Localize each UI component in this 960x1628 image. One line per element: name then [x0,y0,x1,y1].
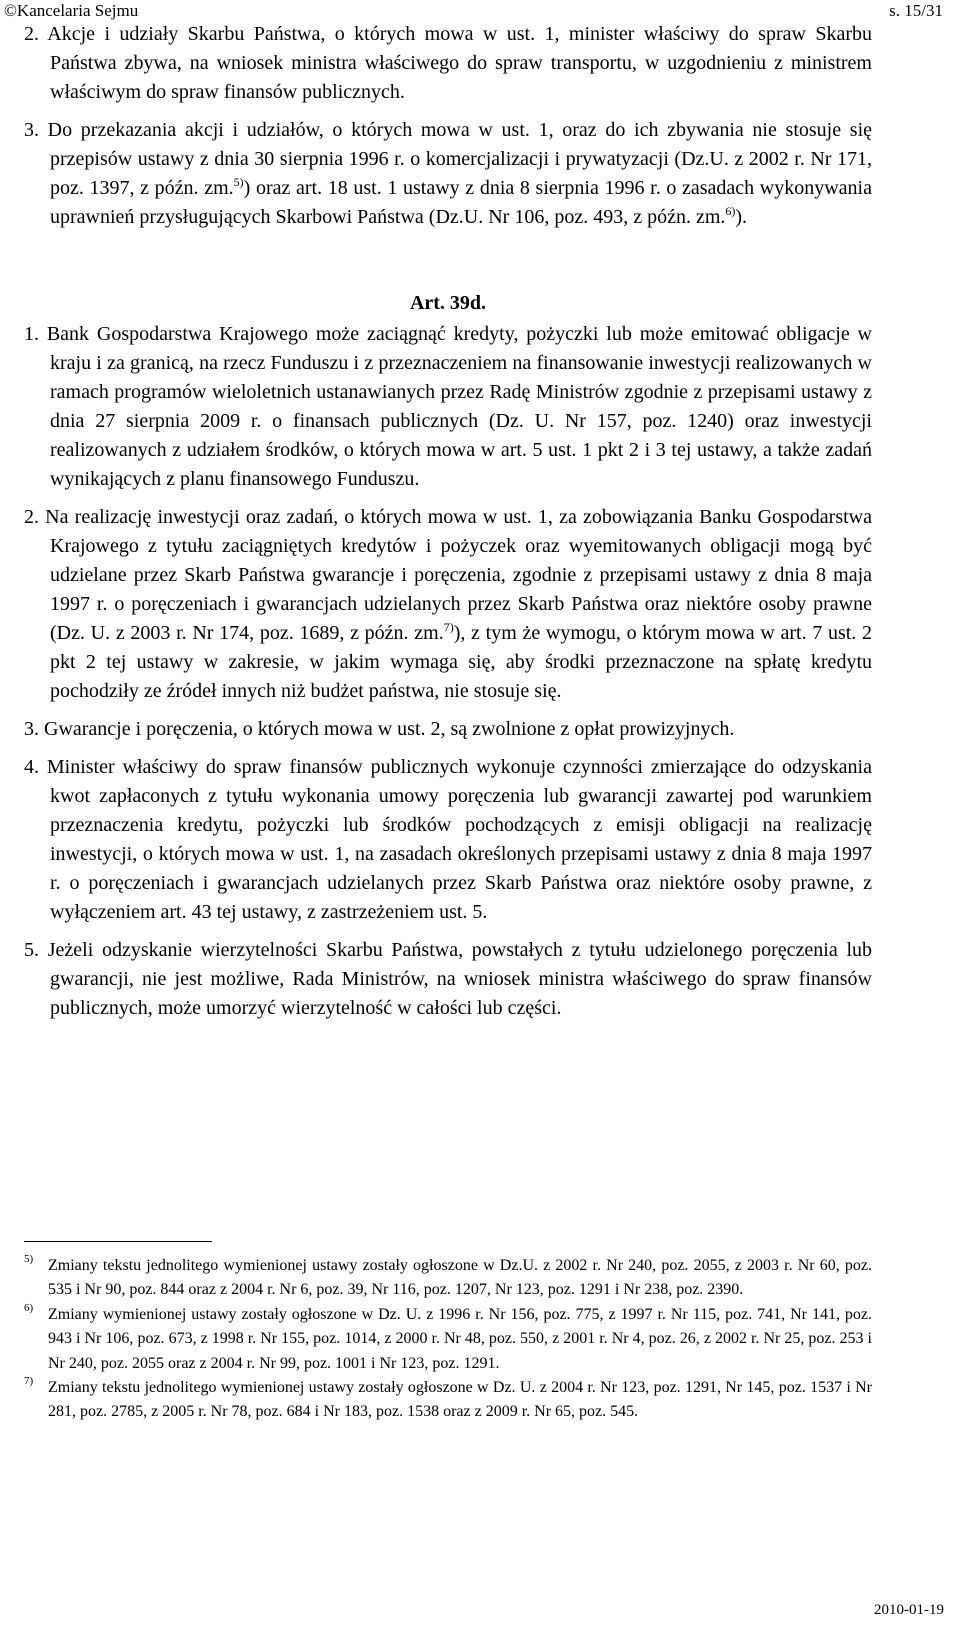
article-paragraph-5: 5. Jeżeli odzyskanie wierzytelności Skarbu Państwa, powstałych z tytułu udzielonego poręczenia lub gwarancji, nie jest możliwe, Rada Ministrów, na wniosek ministra właściwego do spraw finansów publicznych, może umorzyć wierzytelność w całości lub części. [24,939,872,1019]
page-header [0,0,960,22]
footnote-ref-5[interactable]: 5) [233,175,244,189]
article-paragraph-3: 3. Gwarancje i poręczenia, o których mowa w ust. 2, są zwolnione z opłat prowizyjnych. [24,718,735,740]
footnotes [0,1254,872,1425]
article-paragraph-4: 4. Minister właściwy do spraw finansów publicznych wykonuje czynności zmierzające do odzyskania kwot zapłaconych z tytułu wykonania umowy poręczenia lub gwarancji zawartej pod warunkiem przeznaczenia kredytu, pożyczki lub środków pochodzących z emisji obligacji na realizację inwestycji, o których mowa w ust. 1, na zasadach określonych przepisami ustawy z dnia 8 maja 1997 r. o poręczeniach i gwarancjach udzielanych przez Skarb Państwa oraz niektóre osoby prawne, z wyłączeniem art. 43 tej ustawy, z zastrzeżeniem ust. 5. [24,756,872,923]
footnote-mark: 5) [24,1253,34,1265]
document-date: 2010-01-19 [874,1602,944,1618]
article-title: Art. 39d. [409,292,487,314]
footnote-6 [0,1303,872,1376]
footnote-text: Zmiany wymienionej ustawy zostały ogłoszone w Dz. U. z 1996 r. Nr 156, poz. 775, z 1997 r. Nr 115, poz. 741, Nr 141, poz. 943 i Nr 106, poz. 673, z 1998 r. Nr 155, poz. 1014, z 2000 r. Nr 48, poz. 550, z 2001 r. Nr 4, poz. 26, z 2002 r. Nr 25, poz. 253 i Nr 240, poz. 2055 oraz z 2004 r. Nr 99, poz. 1001 i Nr 123, poz. 1291. [48,1305,872,1372]
footnote-7 [0,1376,872,1425]
page-number: s. 15/31 [889,1,943,20]
publisher-label: ©Kancelaria Sejmu [4,1,139,20]
footnote-mark: 6) [24,1301,34,1314]
footnote-ref-6[interactable]: 6) [725,204,736,218]
footnote-5 [0,1254,872,1303]
footnote-ref-7[interactable]: 7) [443,620,454,634]
paragraph-2: 2. Akcje i udziały Skarbu Państwa, o których mowa w ust. 1, minister właściwy do spraw Skarbu Państwa zbywa, na wniosek ministra właściwego do spraw transportu, w uzgodnieniu z ministrem właściwym do spraw finansów publicznych. [24,23,872,103]
article-paragraph-1: 1. Bank Gospodarstwa Krajowego może zaciągnąć kredyty, pożyczki lub może emitować obligacje w kraju i za granicą, na rzecz Funduszu i z przeznaczeniem na finansowanie inwestycji realizowanych w ramach programów wieloletnich ustanawianych przez Radę Ministrów zgodnie z przepisami ustawy z dnia 27 sierpnia 2009 r. o finansach publicznych (Dz. U. Nr 157, poz. 1240) oraz inwestycji realizowanych z udziałem środków, o których mowa w art. 5 ust. 1 pkt 2 i 3 tej ustawy, a także zadań wynikających z planu finansowego Funduszu. [24,323,872,490]
footnote-mark: 7) [24,1375,34,1388]
document-body [24,20,872,1023]
footnote-text: Zmiany tekstu jednolitego wymienionej ustawy zostały ogłoszone w Dz. U. z 2004 r. Nr 123, poz. 1291, Nr 145, poz. 1537 i Nr 281, poz. 2785, z 2005 r. Nr 78, poz. 684 i Nr 183, poz. 1538 oraz z 2009 r. Nr 65, poz. 545. [48,1379,872,1421]
article-paragraph-2: 2. Na realizację inwestycji oraz zadań, o których mowa w ust. 1, za zobowiązania Banku Gospodarstwa Krajowego z tytułu zaciągniętych kredytów i pożyczek oraz wyemitowanych obligacji mogą być udzielane przez Skarb Państwa gwarancje i poręczenia, zgodnie z przepisami ustawy z dnia 8 maja 1997 r. o poręczeniach i gwarancjach udzielanych przez Skarb Państwa oraz niektóre osoby prawne (Dz. U. z 2003 r. Nr 174, poz. 1689, z późn. zm.$^{7)}$), z tym że wymogu, o którym mowa w art. 7 ust. 2 pkt 2 tej ustawy w zakresie, w jakim wymaga się, aby środki przeznaczone na spłatę kredytu pochodziły ze źródeł innych niż budżet państwa, nie stosuje się. [24,506,872,702]
paragraph-3: 3. Do przekazania akcji i udziałów, o których mowa w ust. 1, oraz do ich zbywania nie stosuje się przepisów ustawy z dnia 30 sierpnia 1996 r. o komercjalizacji i prywatyzacji (Dz.U. z 2002 r. Nr 171, poz. 1397, z późn. zm.$^{5)}$) oraz art. 18 ust. 1 ustawy z dnia 8 sierpnia 1996 r. o zasadach wykonywania uprawnień przysługujących Skarbowi Państwa (Dz.U. Nr 106, poz. 493, z późn. zm.$^{6)}$). [24,119,872,228]
footnote-divider [24,1241,212,1242]
footnote-text: Zmiany tekstu jednolitego wymienionej ustawy zostały ogłoszone w Dz.U. z 2002 r. Nr 240, poz. 2055, z 2003 r. Nr 60, poz. 535 i Nr 90, poz. 844 oraz z 2004 r. Nr 6, poz. 39, Nr 116, poz. 1207, Nr 123, poz. 1291 i Nr 238, poz. 2390. [48,1257,872,1299]
